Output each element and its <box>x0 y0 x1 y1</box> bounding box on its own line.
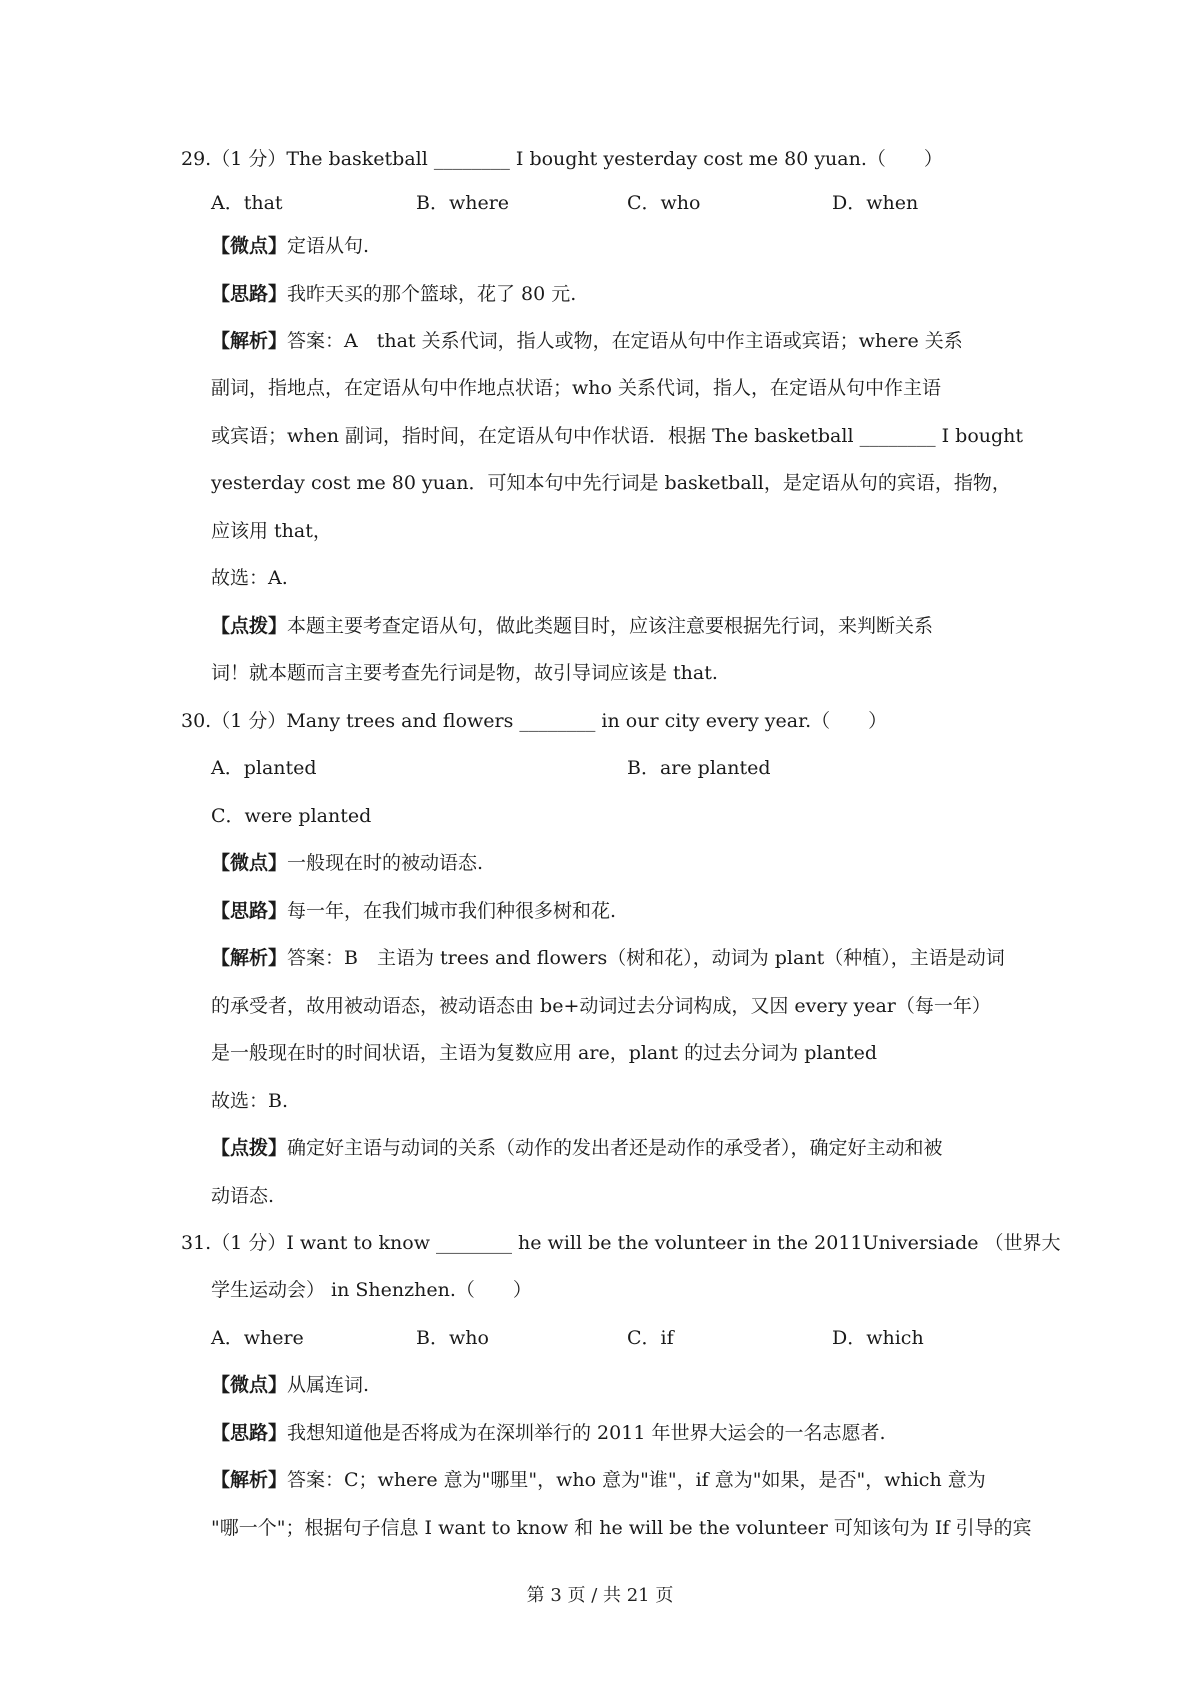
jiexi-tag: 【解析】 <box>211 947 288 969</box>
question-29-stem: 29.（1 分）The basketball ________ I bought yesterday cost me 80 yuan.（ ） <box>181 148 943 170</box>
q30-answer: 故选：B. <box>211 1090 289 1112</box>
silu-text: 每一年，在我们城市我们种很多树和花. <box>287 900 617 922</box>
silu-tag: 【思路】 <box>211 900 288 922</box>
q31-option-b: B．who <box>416 1327 489 1349</box>
weidian-text: 一般现在时的被动语态. <box>287 852 484 874</box>
q30-option-b: B．are planted <box>627 757 771 779</box>
q29-jiexi-line-2: 副词，指地点，在定语从句中作地点状语；who 关系代词，指人，在定语从句中作主语 <box>211 377 941 399</box>
silu-text: 我昨天买的那个篮球，花了 80 元. <box>287 283 577 305</box>
q29-dianbo-line-2: 词！就本题而言主要考查先行词是物，故引导词应该是 that. <box>211 662 718 684</box>
jiexi-text: 答案：C；where 意为"哪里"，who 意为"谁"，if 意为"如果，是否"，which 意为 <box>287 1469 986 1491</box>
dianbo-tag: 【点拨】 <box>211 615 288 637</box>
q29-weidian <box>211 233 369 259</box>
q29-option-b: B．where <box>416 192 510 214</box>
q31-weidian <box>211 1372 369 1398</box>
q30-option-c: C．were planted <box>211 805 372 827</box>
q31-option-c: C．if <box>627 1327 674 1349</box>
q29-answer: 故选：A. <box>211 567 288 589</box>
question-31-stem-line-1: 31.（1 分）I want to know ________ he will be the volunteer in the 2011Universiade （世界大 <box>181 1232 1061 1254</box>
weidian-text: 定语从句. <box>287 235 370 257</box>
question-31-stem-line-2: 学生运动会） in Shenzhen.（ ） <box>211 1279 532 1301</box>
q29-jiexi-line-5: 应该用 that， <box>211 520 332 542</box>
weidian-text: 从属连词. <box>287 1374 370 1396</box>
q30-dianbo-line-1 <box>211 1135 943 1161</box>
jiexi-tag: 【解析】 <box>211 1469 288 1491</box>
q29-jiexi-line-1 <box>211 328 963 354</box>
weidian-tag: 【微点】 <box>211 1374 288 1396</box>
weidian-tag: 【微点】 <box>211 852 288 874</box>
jiexi-text: 答案：A that 关系代词，指人或物，在定语从句中作主语或宾语；where 关系 <box>287 330 963 352</box>
jiexi-tag: 【解析】 <box>211 330 288 352</box>
q31-option-d: D．which <box>832 1327 924 1349</box>
q29-jiexi-line-4: yesterday cost me 80 yuan．可知本句中先行词是 basketball，是定语从句的宾语，指物， <box>211 472 1011 494</box>
q31-option-a: A．where <box>211 1327 304 1349</box>
q29-jiexi-line-3: 或宾语；when 副词，指时间，在定语从句中作状语．根据 The basketball ________ I bought <box>211 425 1024 447</box>
q30-jiexi-line-2: 的承受者，故用被动语态，被动语态由 be+动词过去分词构成，又因 every year（每一年） <box>211 995 991 1017</box>
q30-dianbo-line-2: 动语态. <box>211 1185 275 1207</box>
q29-option-a: A．that <box>211 192 283 214</box>
silu-text: 我想知道他是否将成为在深圳举行的 2011 年世界大运会的一名志愿者. <box>287 1422 886 1444</box>
q30-jiexi-line-3: 是一般现在时的时间状语，主语为复数应用 are，plant 的过去分词为 planted <box>211 1042 878 1064</box>
question-30-stem: 30.（1 分）Many trees and flowers ________ in our city every year.（ ） <box>181 710 888 732</box>
q31-jiexi-line-1 <box>211 1467 986 1493</box>
q31-jiexi-line-2: "哪一个"；根据句子信息 I want to know 和 he will be the volunteer 可知该句为 If 引导的宾 <box>211 1517 1032 1539</box>
q29-option-c: C．who <box>627 192 701 214</box>
q30-weidian <box>211 850 483 876</box>
weidian-tag: 【微点】 <box>211 235 288 257</box>
q30-jiexi-line-1 <box>211 945 1005 971</box>
page-number-footer: 第 3 页 / 共 21 页 <box>526 1585 674 1606</box>
dianbo-tag: 【点拨】 <box>211 1137 288 1159</box>
q29-silu <box>211 281 576 307</box>
jiexi-text: 答案：B 主语为 trees and flowers（树和花），动词为 plant（种植），主语是动词 <box>287 947 1005 969</box>
silu-tag: 【思路】 <box>211 283 288 305</box>
q29-option-d: D．when <box>832 192 919 214</box>
dianbo-text: 确定好主语与动词的关系（动作的发出者还是动作的承受者），确定好主动和被 <box>287 1137 943 1159</box>
q29-dianbo-line-1 <box>211 613 933 639</box>
q30-silu <box>211 898 616 924</box>
dianbo-text: 本题主要考查定语从句，做此类题目时，应该注意要根据先行词，来判断关系 <box>287 615 934 637</box>
silu-tag: 【思路】 <box>211 1422 288 1444</box>
q31-silu <box>211 1420 886 1446</box>
q30-option-a: A．planted <box>211 757 317 779</box>
